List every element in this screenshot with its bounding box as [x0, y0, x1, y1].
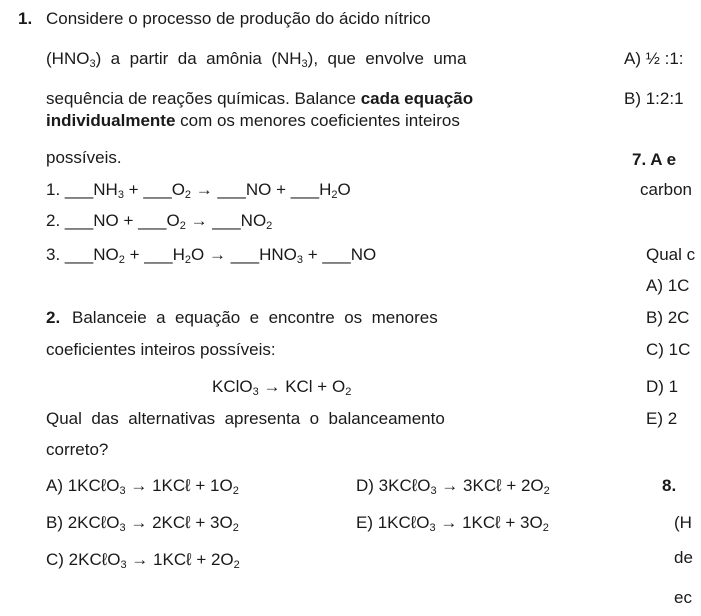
right-e: E) 2: [646, 409, 678, 428]
reaction-1: 1. $\_\_\_NH_3$ + $\_\_\_O_2$ → ___NO + $\_\_\_H_2O$: [46, 180, 351, 201]
q2-line-2: coeficientes inteiros possíveis:: [46, 340, 276, 359]
right-q7: 7. A e: [632, 150, 677, 169]
q1-line-5: possíveis.: [46, 148, 122, 167]
q1-line-4: individualmente com os menores coeficientes inteiros: [46, 111, 460, 130]
right-d: D) 1: [646, 377, 679, 396]
q2-line-1: Balanceie a equação e encontre os menores: [72, 308, 438, 327]
right-r1: A) ½ :1:: [624, 49, 684, 68]
q1-line-1: Considere o processo de produção do ácido nítrico: [46, 9, 431, 28]
reaction-3: 3. $\_\_\_NO_2$ + $\_\_\_H_2O$ → $\_\_\_HNO_3$ + ___NO: [46, 245, 377, 266]
right-b: B) 2C: [646, 308, 690, 327]
q1-number: 1.: [18, 9, 33, 28]
right-carbon: carbon: [640, 180, 692, 199]
q2-question-line-1: Qual das alternativas apresenta o balanceamento: [46, 409, 445, 428]
option-b: B) 2KCℓO$_3$ → 2KCℓ + $3O_2$: [46, 513, 239, 534]
right-a: A) 1C: [646, 276, 690, 295]
q2-equation: KClO$_3$ → KCl + $O_2$: [212, 377, 352, 398]
reaction-2: 2. ___NO + $\_\_\_O_2$ → $\_\_\_NO_2$: [46, 211, 273, 232]
right-r2: B) 1:2:1: [624, 89, 684, 108]
right-qual: Qual c: [646, 245, 696, 264]
right-h: (H: [674, 513, 692, 532]
option-a: A) 1KCℓO$_3$ → 1KCℓ + $1O_2$: [46, 476, 239, 497]
q1-line-3: sequência de reações químicas. Balance cada equação: [46, 89, 474, 108]
option-c: C) 2KCℓO$_3$ → 1KCℓ + $2O_2$: [46, 550, 240, 571]
right-ec: ec: [674, 588, 692, 607]
q1-line-2: $(HNO_3)$ a partir da amônia $(NH_3)$, que envolve uma: [46, 49, 467, 70]
right-c: C) 1C: [646, 340, 691, 359]
q2-number: 2.: [46, 308, 61, 327]
right-q8: 8.: [662, 476, 677, 495]
option-e: E) 1KCℓO$_3$ → 1KCℓ + $3O_2$: [356, 513, 549, 534]
option-d: D) 3KCℓO$_3$ → 3KCℓ + $2O_2$: [356, 476, 550, 497]
right-de: de: [674, 548, 693, 567]
q2-question-line-2: correto?: [46, 440, 109, 459]
